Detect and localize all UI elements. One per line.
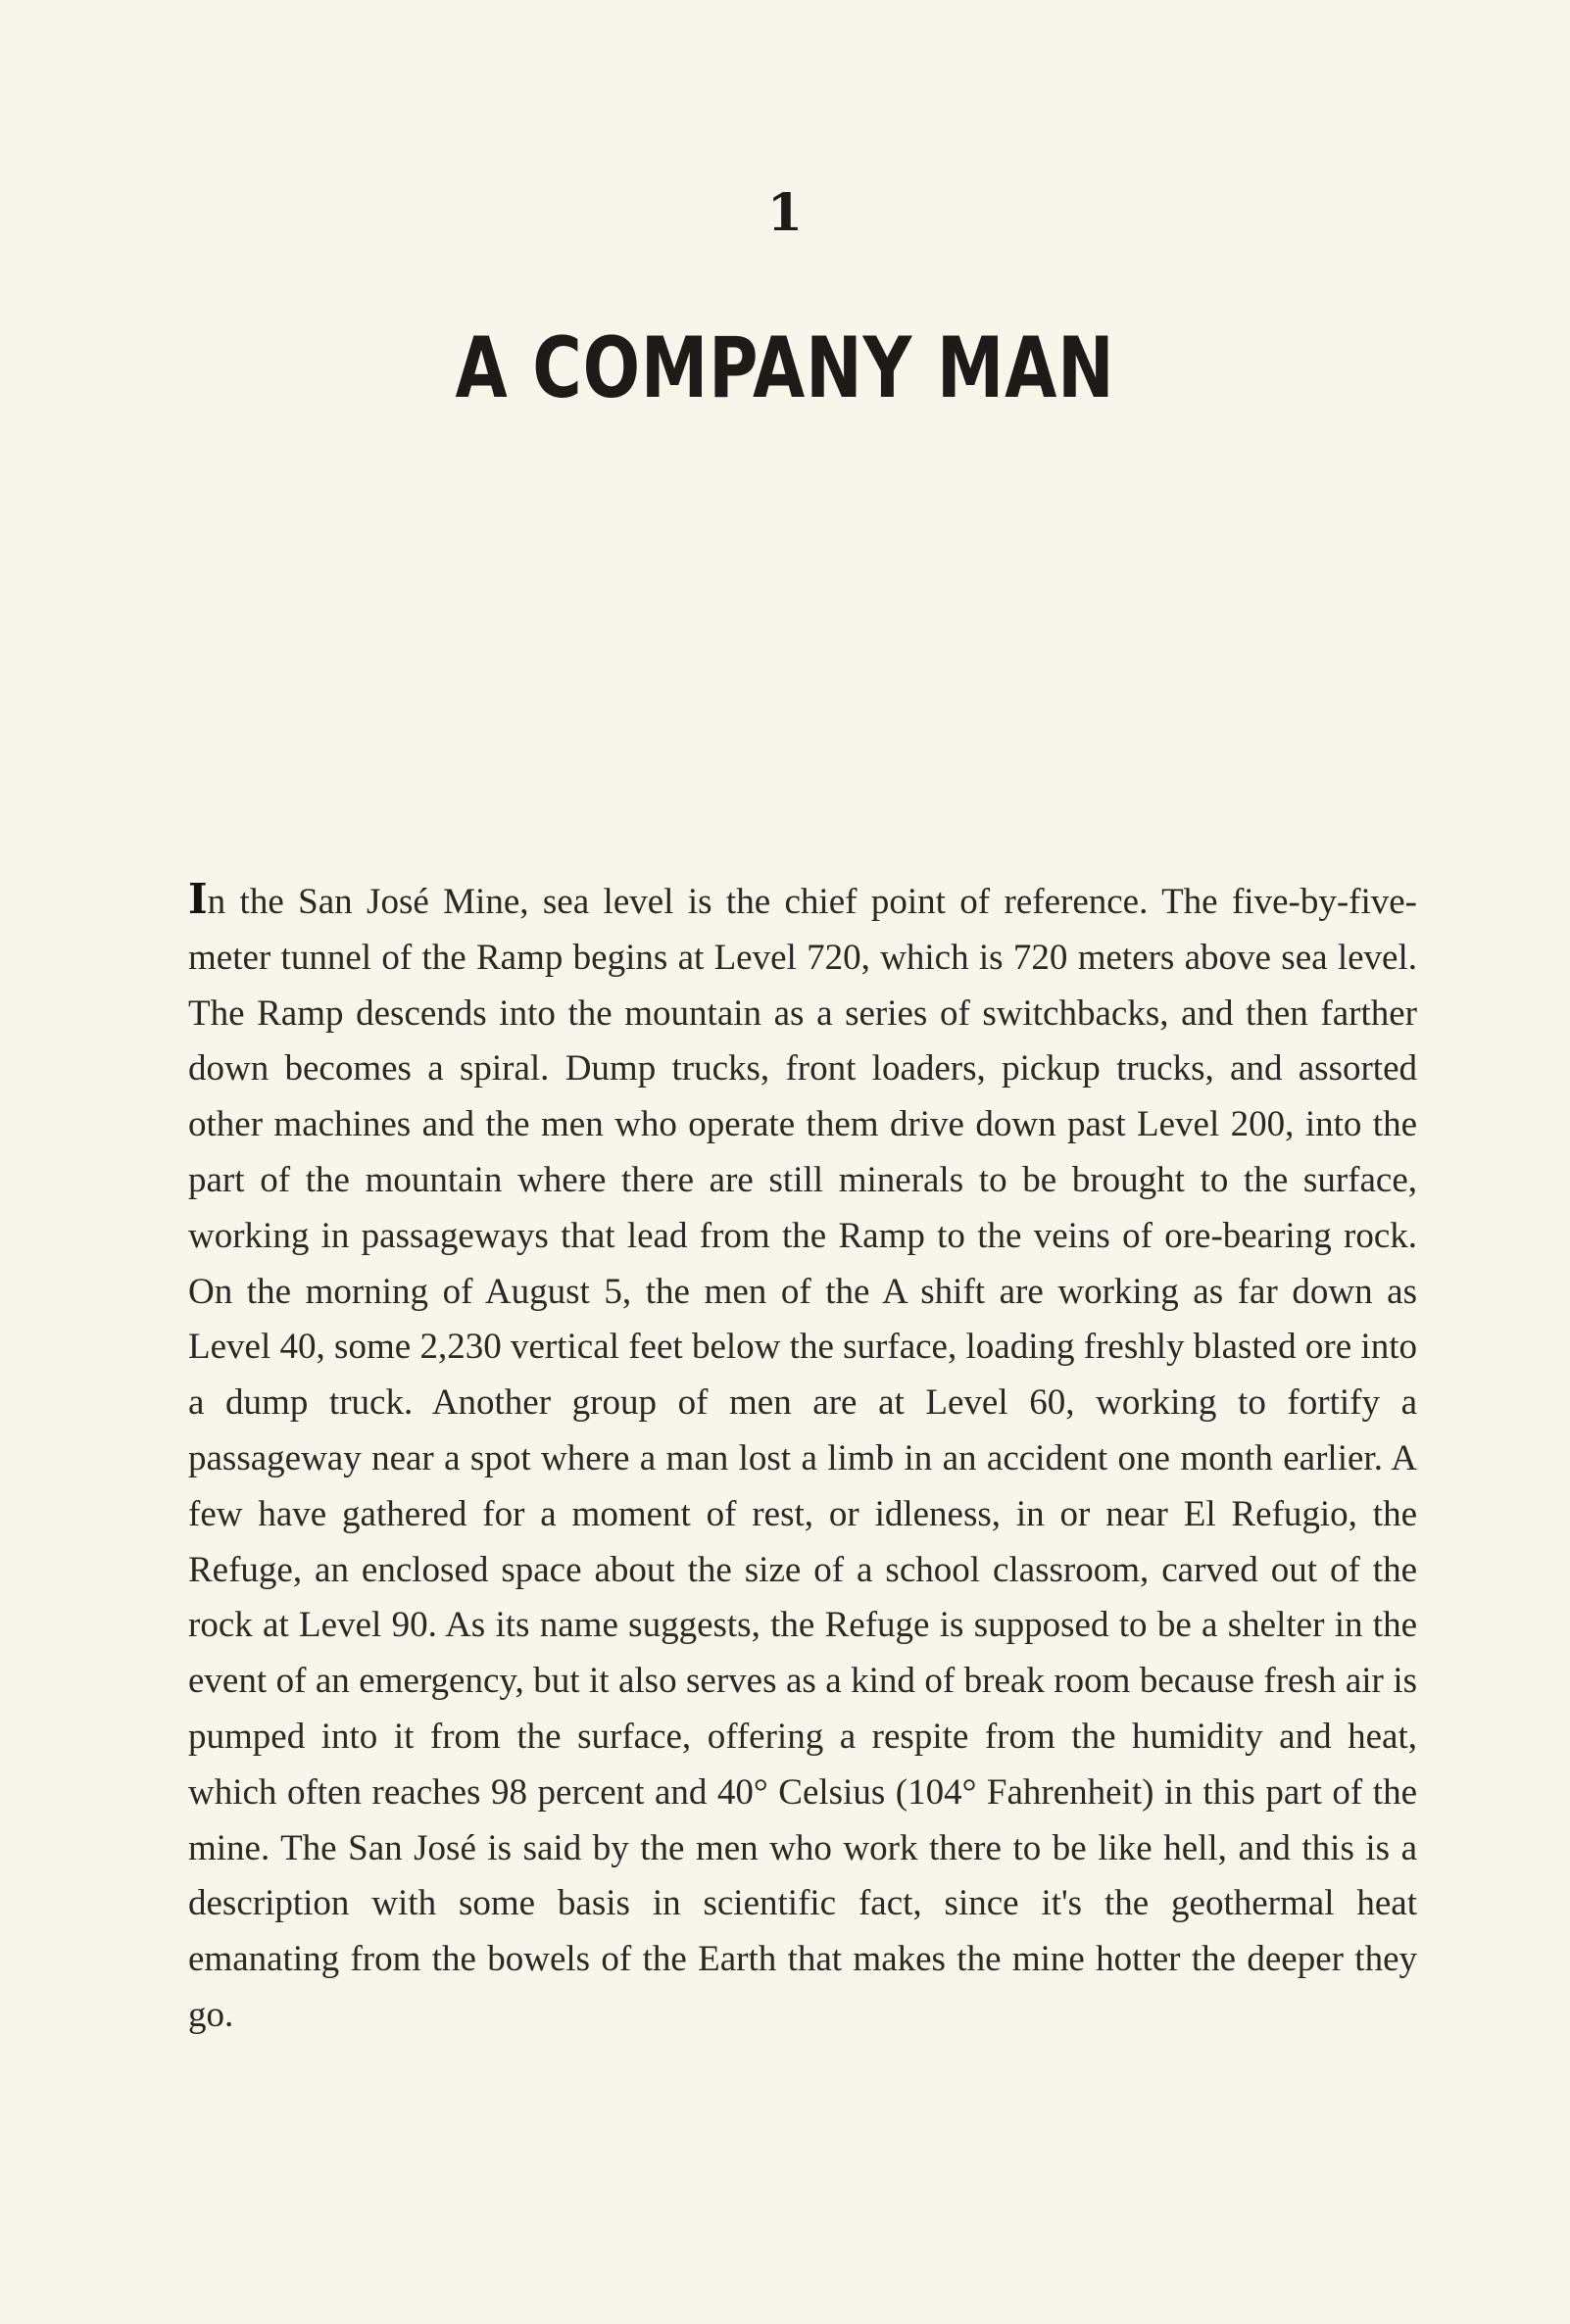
- paragraph-text: n the San José Mine, sea level is the chief point of reference. The five-by-five-meter tunnel of the Ramp begins at Level 720, which is 720 meters above sea level. The Ramp descends into the mountain as a series of switchbacks, and then farther down becomes a spiral. Dump trucks, front loaders, pickup trucks, and assorted other machines and the men who operate them drive down past Level 200, into the part of the mountain where there are still minerals to be brought to the surface, working in passageways that lead from the Ramp to the veins of ore-bearing rock. On the morning of August 5, the men of the A shift are working as far down as Level 40, some 2,230 vertical feet below the surface, loading freshly blasted ore into a dump truck. Another group of men are at Level 60, working to fortify a passageway near a spot where a man lost a limb in an accident one month earlier. A few have gathered for a moment of rest, or idleness, in or near El Refugio, the Refuge, an enclosed space about the size of a school classroom, carved out of the rock at Level 90. As its name suggests, the Refuge is supposed to be a shelter in the event of an emergency, but it also serves as a kind of break room because fresh air is pumped into it from the surface, offering a respite from the humidity and heat, which often reaches 98 percent and 40° Celsius (104° Fahrenheit) in this part of the mine. The San José is said by the men who work there to be like hell, and this is a description with some basis in scientific fact, since it's the geothermal heat emanating from the bowels of the Earth that makes the mine hotter the deeper they go.: [188, 882, 1417, 2035]
- chapter-opening-paragraph: [188, 875, 1417, 2044]
- chapter-title: A COMPANY MAN: [455, 319, 1115, 417]
- drop-initial: I: [188, 875, 208, 923]
- chapter-number: 1: [766, 183, 804, 243]
